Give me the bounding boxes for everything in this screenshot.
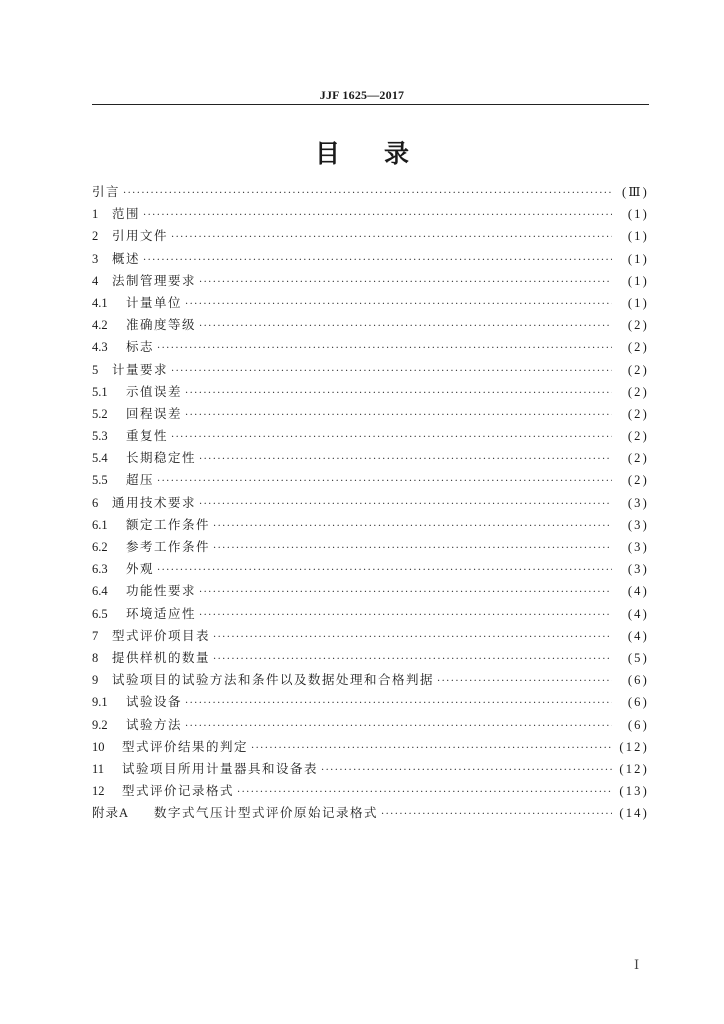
toc-entry-page: (3) (627, 517, 649, 532)
toc-entry-number: 4 (92, 273, 99, 288)
toc-entry-number: 8 (92, 650, 99, 665)
toc-entry-number: 5.2 (92, 406, 108, 421)
toc-entry-title: 范围 (112, 206, 141, 222)
toc-entry[interactable] (92, 181, 649, 203)
toc-dot-leader (213, 516, 612, 538)
toc-entry[interactable] (92, 425, 649, 447)
toc-entry[interactable] (92, 336, 649, 358)
toc-entry-number: 2 (92, 229, 99, 244)
toc-dot-leader (199, 316, 612, 338)
toc-entry-page: (2) (627, 340, 649, 355)
toc-entry-number: 10 (92, 739, 105, 754)
toc-dot-leader (143, 205, 612, 227)
toc-entry-number: 1 (92, 207, 99, 222)
toc-entry-page: (2) (627, 451, 649, 466)
toc-entry-page: (4) (627, 606, 649, 621)
toc-dot-leader (437, 671, 612, 693)
toc-entry[interactable] (92, 403, 649, 425)
toc-entry[interactable] (92, 714, 649, 736)
toc-entry-title: 参考工作条件 (126, 539, 211, 554)
toc-entry[interactable] (92, 558, 649, 580)
table-of-contents (92, 181, 649, 824)
toc-entry-page: (4) (627, 584, 649, 599)
toc-entry-title: 型式评价项目表 (112, 627, 211, 643)
toc-entry[interactable] (92, 625, 649, 647)
toc-entry[interactable] (92, 203, 649, 225)
toc-entry[interactable] (92, 691, 649, 713)
toc-entry-page: (12) (619, 761, 649, 776)
toc-entry-number: 7 (92, 628, 99, 643)
toc-entry-page: (3) (627, 540, 649, 554)
toc-entry[interactable] (92, 603, 649, 625)
toc-dot-leader (171, 227, 612, 249)
toc-entry[interactable] (92, 314, 649, 336)
toc-entry-page: (1) (627, 295, 649, 310)
toc-dot-leader (185, 716, 612, 738)
toc-dot-leader (199, 494, 612, 516)
toc-entry-page: (14) (619, 806, 649, 821)
toc-entry-page: (5) (627, 650, 649, 665)
toc-entry-page: (2) (627, 384, 649, 399)
toc-entry-number: 6.5 (92, 606, 108, 621)
toc-entry-number: 9.2 (92, 717, 108, 732)
toc-entry-number: 5.5 (92, 473, 108, 488)
toc-dot-leader (157, 471, 612, 493)
toc-entry-page: (2) (627, 406, 649, 421)
toc-entry-page: (1) (627, 273, 649, 288)
toc-entry-title: 计量要求 (112, 361, 169, 377)
toc-entry-title: 通用技术要求 (112, 494, 197, 510)
toc-entry-number: 9 (92, 673, 99, 688)
toc-entry-number: 6.2 (92, 540, 108, 554)
toc-entry-title: 试验项目所用计量器具和设备表 (122, 760, 319, 776)
page-title: 目录 (314, 139, 453, 168)
toc-entry-number: 5.1 (92, 384, 108, 399)
toc-entry-title: 数字式气压计型式评价原始记录格式 (154, 805, 379, 821)
toc-entry-title: 准确度等级 (126, 317, 197, 333)
toc-entry-number: 4.2 (92, 318, 108, 333)
toc-dot-leader (199, 272, 612, 294)
standard-code: JJF 1625—2017 (319, 88, 405, 102)
toc-entry-page: (4) (627, 628, 649, 643)
toc-entry-title: 计量单位 (126, 294, 183, 310)
toc-entry-title: 型式评价结果的判定 (122, 738, 249, 754)
toc-entry-number: 6 (92, 495, 99, 510)
toc-entry-title: 示值误差 (126, 383, 183, 399)
toc-entry-number: 5 (92, 362, 99, 377)
toc-dot-leader (213, 649, 612, 671)
toc-entry[interactable] (92, 780, 649, 802)
toc-entry-page: (6) (627, 717, 649, 732)
toc-entry-title: 功能性要求 (126, 583, 197, 599)
toc-entry-title: 型式评价记录格式 (122, 783, 235, 799)
toc-dot-leader (213, 538, 612, 560)
toc-entry-title: 试验设备 (126, 694, 183, 710)
toc-entry[interactable] (92, 359, 649, 381)
toc-entry[interactable] (92, 492, 649, 514)
toc-dot-leader (171, 427, 612, 449)
toc-entry-page: (13) (619, 784, 649, 799)
toc-entry-number: 3 (92, 251, 99, 266)
header-rule (92, 104, 649, 105)
toc-entry[interactable] (92, 381, 649, 403)
toc-dot-leader (185, 383, 612, 405)
toc-entry[interactable] (92, 669, 649, 691)
toc-entry[interactable] (92, 270, 649, 292)
toc-dot-leader (237, 782, 612, 804)
toc-entry-page: (12) (619, 739, 649, 754)
toc-entry-page: (2) (627, 318, 649, 333)
toc-dot-leader (185, 294, 612, 316)
toc-entry-page: (3) (627, 562, 649, 577)
toc-entry[interactable] (92, 292, 649, 314)
toc-entry-number: 6.4 (92, 584, 108, 599)
toc-entry-title: 回程误差 (126, 405, 183, 421)
toc-dot-leader (251, 738, 612, 760)
toc-entry-number: 11 (92, 761, 105, 776)
toc-entry-number: 4.3 (92, 340, 108, 355)
toc-dot-leader (123, 183, 612, 205)
toc-entry-title: 额定工作条件 (126, 516, 211, 532)
toc-dot-leader (199, 449, 612, 471)
toc-entry-number: 附录A (92, 806, 130, 821)
toc-entry-number: 12 (92, 784, 105, 799)
toc-dot-leader (171, 361, 612, 383)
toc-entry[interactable] (92, 758, 649, 780)
toc-entry[interactable] (92, 447, 649, 469)
toc-dot-leader (321, 760, 612, 782)
toc-entry-title: 试验项目的试验方法和条件以及数据处理和合格判据 (112, 672, 435, 688)
toc-entry-page: (Ⅲ) (622, 185, 649, 199)
toc-dot-leader (143, 250, 612, 272)
toc-entry-number: 5.3 (92, 429, 108, 444)
toc-entry-title: 引言 (92, 184, 121, 199)
toc-dot-leader (185, 693, 612, 715)
toc-entry[interactable] (92, 225, 649, 247)
toc-entry-number: 6.1 (92, 517, 108, 532)
toc-entry-number: 4.1 (92, 295, 108, 310)
toc-entry-title: 标志 (126, 339, 155, 355)
toc-entry-title: 概述 (112, 250, 141, 266)
page-number: Ⅰ (634, 957, 640, 972)
toc-entry-page: (6) (627, 695, 649, 710)
toc-entry-title: 环境适应性 (126, 605, 197, 621)
toc-entry-title: 试验方法 (126, 716, 183, 732)
toc-entry-title: 重复性 (126, 428, 169, 444)
toc-entry-number: 5.4 (92, 451, 108, 466)
toc-entry-title: 提供样机的数量 (112, 649, 211, 665)
toc-dot-leader (199, 605, 612, 627)
toc-entry-page: (1) (627, 229, 649, 244)
toc-entry-title: 法制管理要求 (112, 272, 197, 288)
toc-entry[interactable] (92, 802, 649, 824)
toc-entry[interactable] (92, 469, 649, 491)
toc-entry[interactable] (92, 514, 649, 536)
toc-entry-page: (1) (627, 207, 649, 222)
toc-entry[interactable] (92, 580, 649, 602)
toc-dot-leader (157, 338, 612, 360)
toc-entry-page: (2) (627, 473, 649, 488)
toc-entry-title: 长期稳定性 (126, 450, 197, 466)
toc-entry-page: (2) (627, 362, 649, 377)
toc-entry-number: 9.1 (92, 695, 108, 710)
toc-entry-page: (3) (627, 495, 649, 510)
toc-entry-page: (2) (627, 429, 649, 444)
toc-dot-leader (213, 627, 612, 649)
toc-entry[interactable] (92, 736, 649, 758)
toc-entry-title: 超压 (126, 472, 155, 488)
toc-dot-leader (199, 582, 612, 604)
toc-entry-page: (6) (627, 673, 649, 688)
toc-entry-number: 6.3 (92, 562, 108, 577)
toc-entry[interactable] (92, 647, 649, 669)
toc-dot-leader (157, 560, 612, 582)
toc-entry-title: 外观 (126, 561, 155, 577)
toc-entry-page: (1) (627, 251, 649, 266)
toc-entry[interactable] (92, 536, 649, 558)
toc-dot-leader (185, 405, 612, 427)
toc-entry-title: 引用文件 (112, 228, 169, 244)
toc-entry[interactable] (92, 248, 649, 270)
toc-dot-leader (381, 804, 612, 826)
